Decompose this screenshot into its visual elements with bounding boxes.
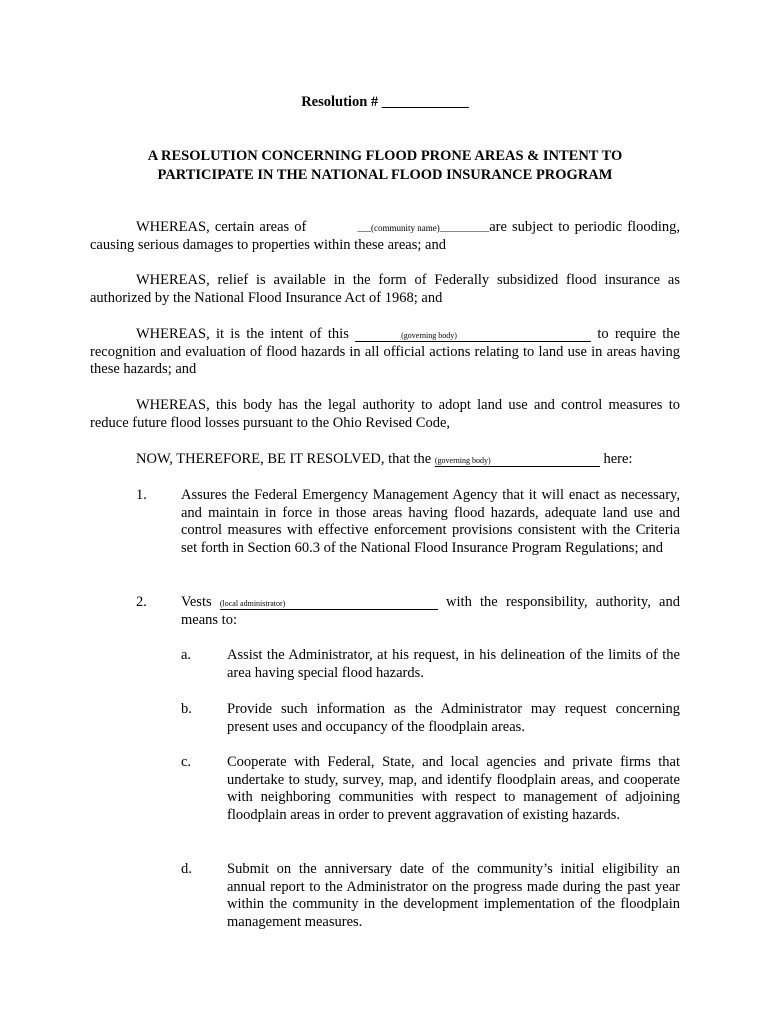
- subitem-a-text: Assist the Administrator, at his request, in his delineation of the limits of the area having special flood hazards.: [227, 647, 680, 681]
- governing-body-blank-2: (governing body): [435, 456, 600, 467]
- subitem-a-letter: a.: [181, 647, 192, 663]
- subitem-c-text: Cooperate with Federal, State, and local agencies and private firms that undertake to study, survey, map, and identify floodplain areas, and cooperate with neighboring communities with respect to management of adjoining floodplain areas in order to prevent aggravation of existing hazards.: [227, 754, 680, 823]
- whereas-paragraph-4: WHEREAS, this body has the legal authority to adopt land use and control measures to reduce future flood losses pursuant to the Ohio Revised Code,: [90, 397, 680, 431]
- item-2-number: 2.: [136, 594, 147, 610]
- item-1-number: 1.: [136, 487, 147, 503]
- resolution-number-blank: ____________: [381, 94, 469, 110]
- subitem-c-letter: c.: [181, 754, 192, 770]
- heading-line-1: A RESOLUTION CONCERNING FLOOD PRONE AREAS & INTENT TO: [147, 148, 623, 164]
- community-name-blank: ___(community name)___________: [357, 223, 490, 233]
- resolution-title: [0, 94, 770, 111]
- local-administrator-blank: (local administrator): [220, 599, 438, 610]
- item-2-text: Vests (local administrator) with the responsibility, authority, and means to:: [181, 594, 680, 628]
- item-1-text: Assures the Federal Emergency Management Agency that it will enact as necessary, and maintain in force in those areas having flood hazards, adequate land use and control measures with effective enforcement provisions consistent with the Criteria set forth in Section 60.3 of the National Flood Insurance Program Regulations; and: [181, 487, 680, 556]
- whereas-paragraph-2: WHEREAS, relief is available in the form of Federally subsidized flood insurance as authorized by the National Flood Insurance Act of 1968; and: [90, 272, 680, 306]
- subitem-b-text: Provide such information as the Administrator may request concerning present uses and occupancy of the floodplain areas.: [227, 701, 680, 735]
- subitem-d-text: Submit on the anniversary date of the community’s initial eligibility an annual report to the Administrator on the progress made during the past year within the community in the development implementation of the floodplain management measures.: [227, 861, 680, 930]
- subitem-d-letter: d.: [181, 861, 192, 877]
- governing-body-blank: (governing body): [355, 331, 591, 342]
- resolution-label: Resolution #: [301, 94, 382, 110]
- whereas-paragraph-1: WHEREAS, certain areas of ___(community name)___________are subject to periodic flooding, causing serious damages to properties within these areas; and: [90, 219, 680, 253]
- document-heading: [90, 147, 680, 185]
- heading-line-2: PARTICIPATE IN THE NATIONAL FLOOD INSURANCE PROGRAM: [157, 167, 613, 183]
- resolved-paragraph: NOW, THEREFORE, BE IT RESOLVED, that the (governing body) here:: [136, 451, 633, 467]
- whereas-paragraph-3: WHEREAS, it is the intent of this (governing body) to require the recognition and evaluation of flood hazards in all official actions relating to land use in areas having these hazards; and: [90, 326, 680, 378]
- subitem-b-letter: b.: [181, 701, 192, 717]
